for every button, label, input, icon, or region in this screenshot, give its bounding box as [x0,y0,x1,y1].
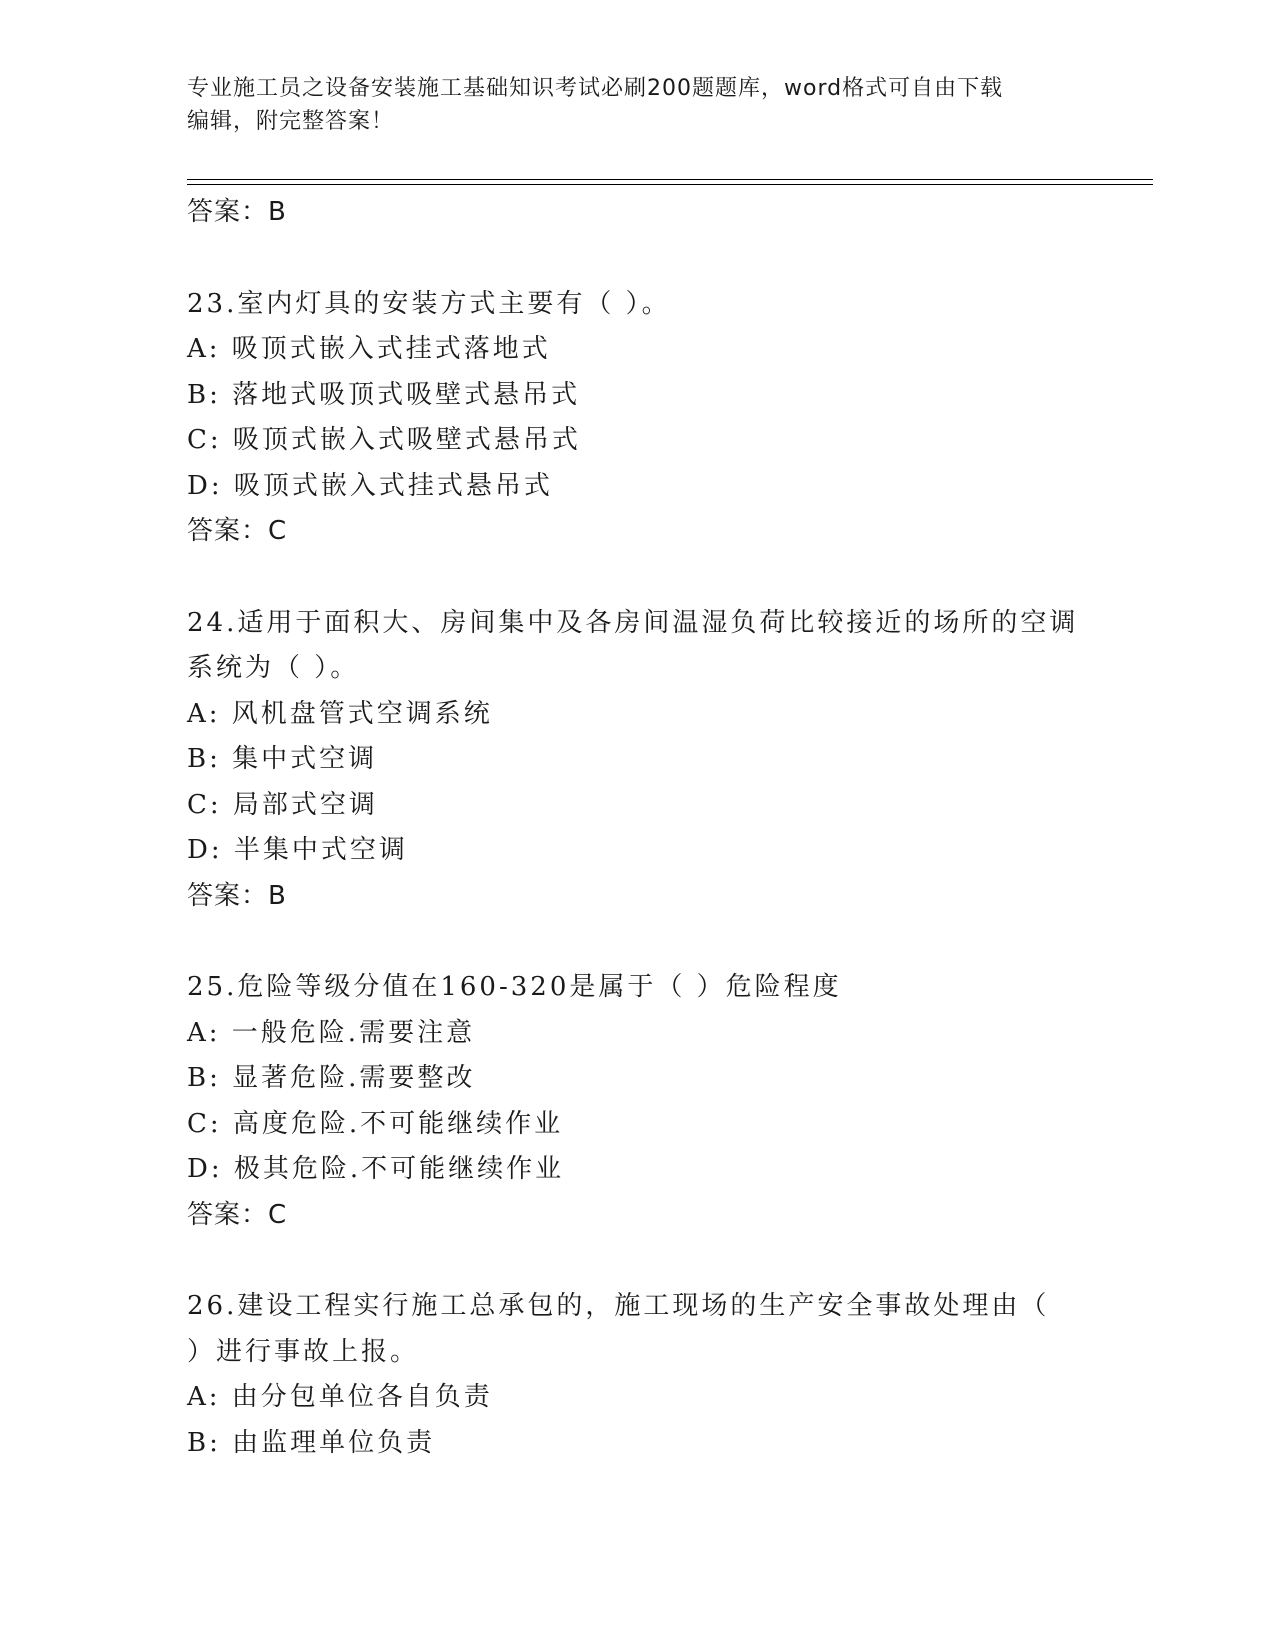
spacer [187,555,1087,601]
option-d: D: 极其危险.不可能继续作业 [187,1154,565,1184]
option-a: A: 吸顶式嵌入式挂式落地式 [187,334,551,364]
answer-line-prev: 答案：B [187,197,287,227]
option-c: C: 高度危险.不可能继续作业 [187,1108,564,1139]
answer-line: 答案：C [187,1199,288,1230]
question-24 [187,601,1087,920]
question-stem-line1: 24.适用于面积大、房间集中及各房间温湿负荷比较接近的场所的空调 [187,607,1079,638]
answer-line: 答案：C [187,516,288,546]
question-content [187,190,1087,1466]
option-c: C: 局部式空调 [187,789,378,820]
question-25 [187,965,1087,1238]
option-a: A: 风机盘管式空调系统 [187,698,493,729]
option-d: D: 吸顶式嵌入式挂式悬吊式 [187,470,553,501]
question-stem-line2: 系统为（ ）。 [187,653,360,683]
answer-line: 答案：B [187,880,287,911]
spacer [187,236,1087,282]
question-stem: 23.室内灯具的安装方式主要有（ ）。 [187,288,671,319]
spacer [187,919,1087,965]
option-a: A: 由分包单位各自负责 [187,1382,493,1412]
question-stem: 25.危险等级分值在160-320是属于（ ）危险程度 [187,972,842,1002]
question-26 [187,1284,1087,1466]
option-b: B: 由监理单位负责 [187,1427,436,1458]
header-divider-bottom [187,184,1153,185]
spacer [187,1238,1087,1284]
document-header [187,72,1067,138]
option-b: B: 显著危险.需要整改 [187,1063,476,1093]
header-divider-top [187,179,1153,180]
header-title-line2: 编辑，附完整答案！ [187,109,395,134]
question-stem-line2: ）进行事故上报。 [187,1336,420,1367]
option-d: D: 半集中式空调 [187,835,408,865]
option-a: A: 一般危险.需要注意 [187,1017,476,1048]
option-c: C: 吸顶式嵌入式吸壁式悬吊式 [187,425,581,455]
question-stem-line1: 26.建设工程实行施工总承包的，施工现场的生产安全事故处理由（ [187,1291,1050,1321]
question-23 [187,282,1087,555]
option-b: B: 集中式空调 [187,744,378,774]
option-b: B: 落地式吸顶式吸壁式悬吊式 [187,379,581,410]
header-title-line1: 专业施工员之设备安装施工基础知识考试必刷200题题库，word格式可自由下载 [187,76,1004,101]
